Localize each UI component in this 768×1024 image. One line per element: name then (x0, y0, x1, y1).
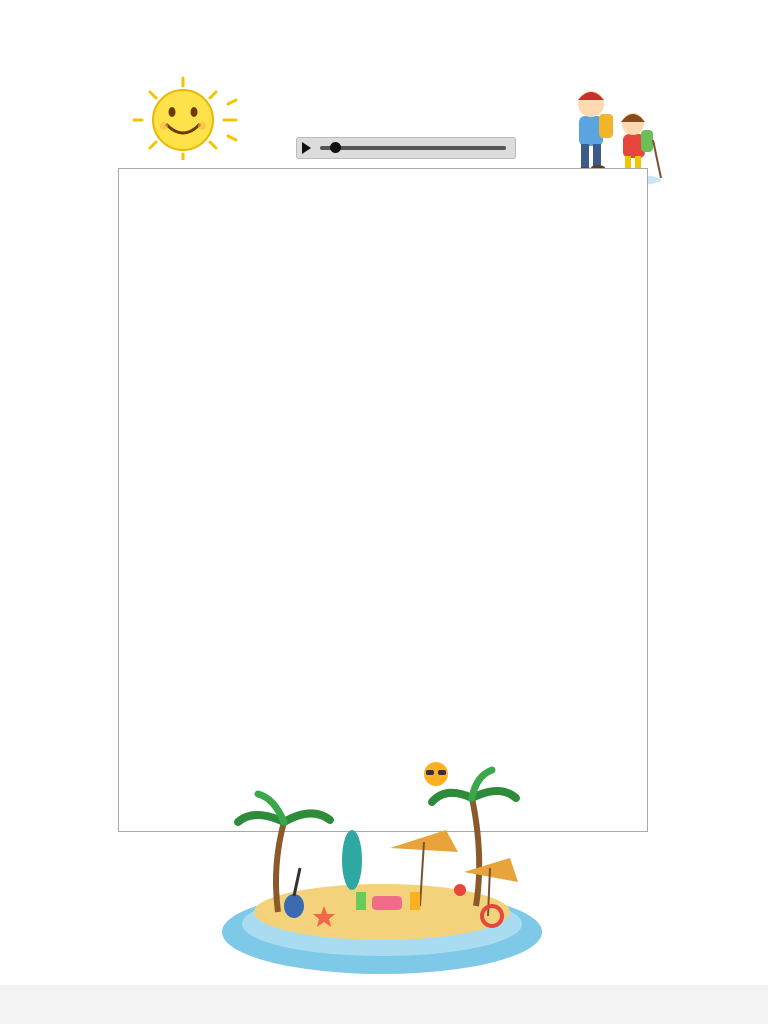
dialogue-box (118, 168, 648, 832)
page-bottom-strip (0, 985, 768, 1024)
island-beach-illustration (214, 756, 544, 978)
audio-progress-thumb[interactable] (330, 142, 341, 153)
play-icon[interactable] (302, 142, 311, 154)
audio-player (296, 137, 516, 159)
audio-progress-track[interactable] (320, 146, 506, 150)
title-area (270, 86, 560, 92)
sun-icon (128, 74, 248, 160)
